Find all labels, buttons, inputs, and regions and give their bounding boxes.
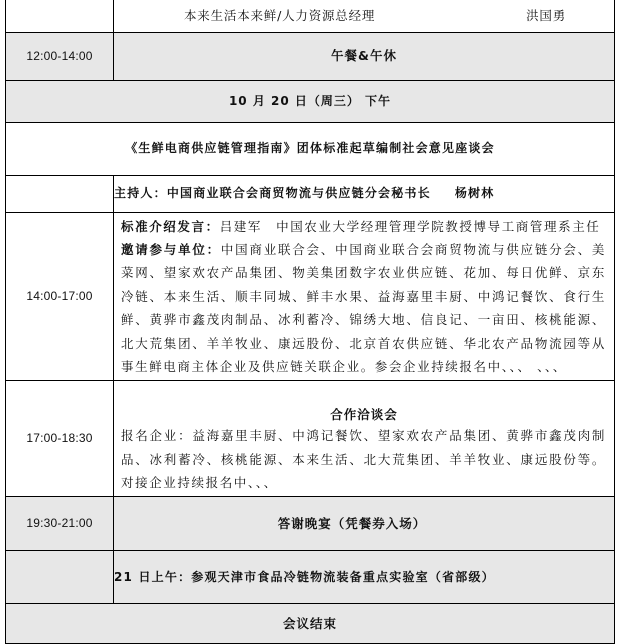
date-header: 10 月 20 日（周三） 下午 (6, 80, 615, 122)
invited-label: 邀请参与单位： (121, 241, 221, 257)
lunch-label: 午餐&午休 (114, 32, 615, 80)
closing-row (6, 604, 615, 644)
session-2-text: 报名企业：益海嘉里丰厨、中鸿记餐饮、望家欢农产品集团、黄骅市鑫茂肉制品、冰利蓄冷、核桃能源、本来生活、北大荒集团、羊羊牧业、康远股份等。对接企业持续报名中、、、 (121, 428, 606, 490)
visit-time (6, 551, 114, 604)
speaker-role: 本来生活本来鲜/人力资源总经理 (184, 7, 376, 23)
agenda-table (5, 0, 615, 644)
date-header-row (6, 80, 615, 122)
forum-title: 《生鲜电商供应链管理指南》团体标准起草编制社会意见座谈会 (6, 122, 615, 175)
intro-label: 标准介绍发言： (121, 218, 220, 234)
session-2-details (114, 381, 615, 497)
host-cell (114, 175, 615, 212)
speaker-row (6, 0, 615, 32)
speaker-name: 洪国勇 (526, 7, 566, 23)
visit-row (6, 551, 615, 604)
session-row (6, 212, 615, 381)
host-label: 主持人： (114, 186, 167, 200)
dinner-time: 19:30-21:00 (6, 497, 114, 551)
speaker-cell (114, 0, 615, 32)
forum-title-row (6, 122, 615, 175)
session-2-time: 17:00-18:30 (6, 381, 114, 497)
invited-text: 中国商业联合会、中国商业联合会商贸物流与供应链分会、美菜网、望家欢农产品集团、物美集团数字农业供应链、花加、每日优鲜、京东冷链、本来生活、顺丰同城、鲜丰水果、益海嘉里丰厨、中鸿记餐饮、食行生鲜、黄骅市鑫茂肉制品、冰利蓄冷、锦绣大地、信良记、一亩田、核桃能源、北大荒集团、羊羊牧业、康远股份、北京首农供应链、华北农产品物流园等从事生鲜电商主体企业及供应链关联企业。参会企业持续报名中、、、 、、、 (121, 241, 606, 374)
dinner-row (6, 497, 615, 551)
time-cell-empty (6, 0, 114, 32)
host-name: 杨树林 (454, 186, 495, 200)
lunch-time: 12:00-14:00 (6, 32, 114, 80)
dinner-label: 答谢晚宴（凭餐券入场） (114, 497, 615, 551)
session-2-title: 合作洽谈会 (330, 406, 398, 422)
time-cell-empty (6, 175, 114, 212)
host-title: 中国商业联合会商贸物流与供应链分会秘书长 (166, 186, 431, 200)
intro-text: 吕建军 中国农业大学经理管理学院教授博导工商管理系主任 (219, 218, 601, 234)
host-row (6, 175, 615, 212)
session-1-time: 14:00-17:00 (6, 212, 114, 381)
visit-label: 21 日上午：参观天津市食品冷链物流装备重点实验室（省部级） (114, 551, 615, 604)
session-row (6, 381, 615, 497)
lunch-row (6, 32, 615, 80)
session-1-details (114, 212, 615, 381)
closing-label: 会议结束 (6, 604, 615, 644)
